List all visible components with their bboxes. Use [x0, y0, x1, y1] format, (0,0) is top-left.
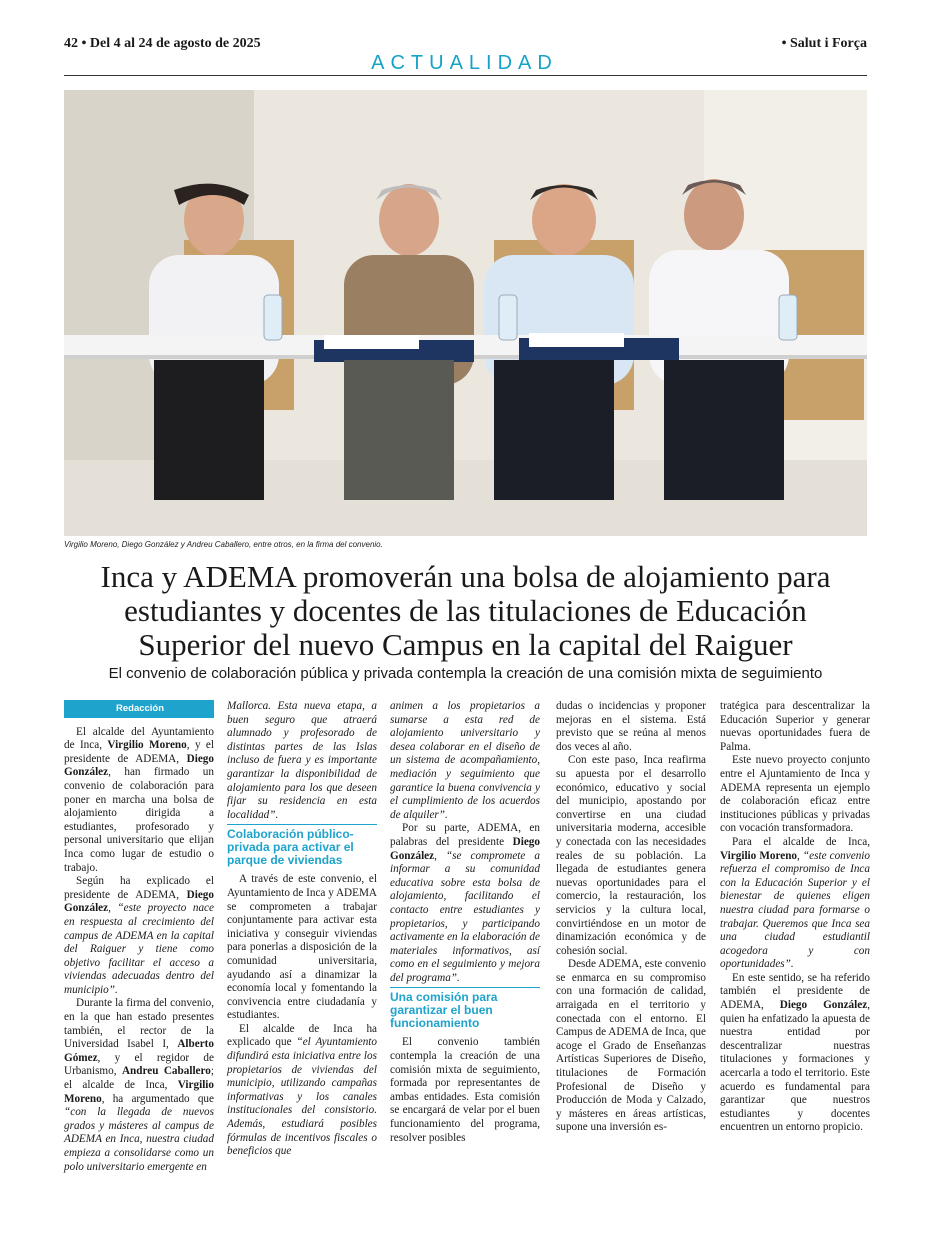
paragraph: Este nuevo proyecto conjunto entre el Ajuntamiento de Inca y ADEMA representa un ejemplo de colaboración eficaz entre instituciones públicas y privadas con vocación transformadora.	[720, 754, 870, 835]
intertitle: Una comisión para garantizar el buen funcionamiento	[390, 987, 540, 1030]
section-title: ACTUALIDAD	[371, 52, 558, 74]
headline-line: Superior del nuevo Campus en la capital del Raiguer	[138, 627, 793, 662]
headline-line: estudiantes y docentes de las titulaciones de Educación	[124, 593, 807, 628]
paragraph: Según ha explicado el presidente de ADEMA, Diego González, “este proyecto nace en respuesta al crecimiento del campus de ADEMA en la capital del Raiguer y tiene como objetivo facilitar el acceso a viviendas adecuadas dentro del municipio”.	[64, 875, 214, 996]
publication-name: • Salut i Força	[781, 36, 867, 51]
byline: Redacción	[64, 700, 214, 718]
paragraph: En este sentido, se ha referido también el presidente de ADEMA, Diego González, quien ha enfatizado la apuesta de nuestra entidad por descentralizar nuestras titulaciones y formaciones y acercarla a todo el territorio. Este acuerdo es fundamental para garantizar que nuestros estudiantes y docentes encuentren un entorno propicio.	[720, 971, 870, 1134]
intertitle: Colaboración público-privada para activar el parque de viviendas	[227, 824, 377, 867]
article-column-4	[556, 700, 706, 1135]
paragraph: El convenio también contempla la creación de una comisión mixta de seguimiento, formada por representantes de ambas entidades. Esta comisión se encargará de velar por el buen funcionamiento del programa, resolver posibles	[390, 1036, 540, 1144]
paragraph: tratégica para descentralizar la Educación Superior y generar nuevas oportunidades fuera de Palma.	[720, 700, 870, 753]
signing-photo	[64, 90, 867, 536]
signing-photo-illustration	[64, 90, 867, 536]
article-column-3	[390, 700, 540, 1145]
article-headline	[64, 560, 867, 662]
paragraph: Desde ADEMA, este convenio se enmarca en su compromiso con una formación de calidad, arraigada en el territorio y conectada con el entorno. El Campus de ADEMA de Inca, que acoge el Grado de Enseñanzas Artísticas Superiores de Diseño, titulaciones de Formación Profesional de Diseño y Producción de Moda y Calzado, y másteres en áreas artísticas, supone una inversión es-	[556, 958, 706, 1134]
paragraph: El alcalde del Ayuntamiento de Inca, Virgilio Moreno, y el presidente de ADEMA, Diego González, han firmado un convenio de colaboración para poner en marcha una bolsa de alojamiento dirigida a estudiantes, profesorado y personal universitario que elijan Inca como lugar de estudio o trabajo.	[64, 725, 215, 874]
photo-caption: Virgilio Moreno, Diego González y Andreu Caballero, entre otros, en la firma del convenio.	[64, 540, 383, 549]
article-subhead: El convenio de colaboración pública y privada contempla la creación de una comisión mixta de seguimiento	[108, 665, 823, 682]
paragraph: Para el alcalde de Inca, Virgilio Moreno, “este convenio refuerza el compromiso de Inca con la Educación Superior y el bienestar de quienes eligen nuestra ciudad para formarse o trabajar. Queremos que Inca sea una ciudad estudiantil acogedora y con oportunidades”.	[720, 835, 871, 971]
paragraph: dudas o incidencias y proponer mejoras en el sistema. Está previsto que se reúna al menos dos veces al año.	[556, 700, 706, 753]
paragraph: A través de este convenio, el Ayuntamiento de Inca y ADEMA se comprometen a trabajar conjuntamente para activar esta iniciativa y conseguir viviendas para ponerlas a disposición de la comunidad universitaria, ayudando así a dinamizar la economía local y fomentando la convivencia entre ciudadanía y estudiantes.	[227, 873, 377, 1022]
paragraph: animen a los propietarios a sumarse a esta red de alojamiento universitario y desea colaborar en el diseño de un sistema de acompañamiento, mediación y seguimiento que garantice la buena convivencia y el cumplimiento de los acuerdos de alquiler”.	[390, 700, 540, 821]
header-rule	[64, 75, 867, 76]
article-column-5	[720, 700, 870, 1135]
paragraph: Durante la firma del convenio, en la que han estado presentes también, el rector de la Universidad Isabel I, Alberto Gómez, y el regidor de Urbanismo, Andreu Caballero; el alcalde de Inca, Virgilio Moreno, ha argumentado que “con la llegada de nuevos grados y másteres al campus de ADEMA en Inca, nuestra ciudad empieza a consolidarse como un polo universitario emergente en	[64, 997, 214, 1173]
page-number-date: 42 • Del 4 al 24 de agosto de 2025	[64, 36, 261, 51]
headline-line: Inca y ADEMA promoverán una bolsa de alojamiento para	[100, 559, 831, 594]
paragraph: El alcalde de Inca ha explicado que “el Ayuntamiento difundirá esta iniciativa entre los propietarios de viviendas del municipio, utilizando campañas informativas y los canales institucionales del consistorio. Además, estudiará posibles fórmulas de incentivos fiscales o beneficios que	[227, 1022, 377, 1158]
paragraph: Por su parte, ADEMA, en palabras del presidente Diego González, “se compromete a informar a su comunidad educativa sobre esta bolsa de alojamiento, facilitando el contacto entre estudiantes y propietarios, y participando activamente en la elaboración de materiales informativos, así como en el seguimiento y mejora del programa”.	[390, 822, 540, 984]
paragraph: Mallorca. Esta nueva etapa, a buen seguro que atraerá alumnado y profesorado de distintas partes de las Islas incluso de fuera y es importante garantizar la disponibilidad de alojamiento para los que deseen fijar su residencia en esta localidad”.	[227, 700, 377, 821]
paragraph: Con este paso, Inca reafirma su apuesta por el desarrollo económico, educativo y social del municipio, apostando por convertirse en una ciudad universitaria moderna, accesible y conectada con las necesidades reales de su población. La llegada de estudiantes genera nuevas oportunidades para el comercio, la restauración, los servicios y la cultura local, convirtiéndose en un motor de dinamización económica y de cohesión social.	[556, 754, 706, 957]
article-column-1	[64, 700, 214, 1174]
article-column-2	[227, 700, 377, 1159]
